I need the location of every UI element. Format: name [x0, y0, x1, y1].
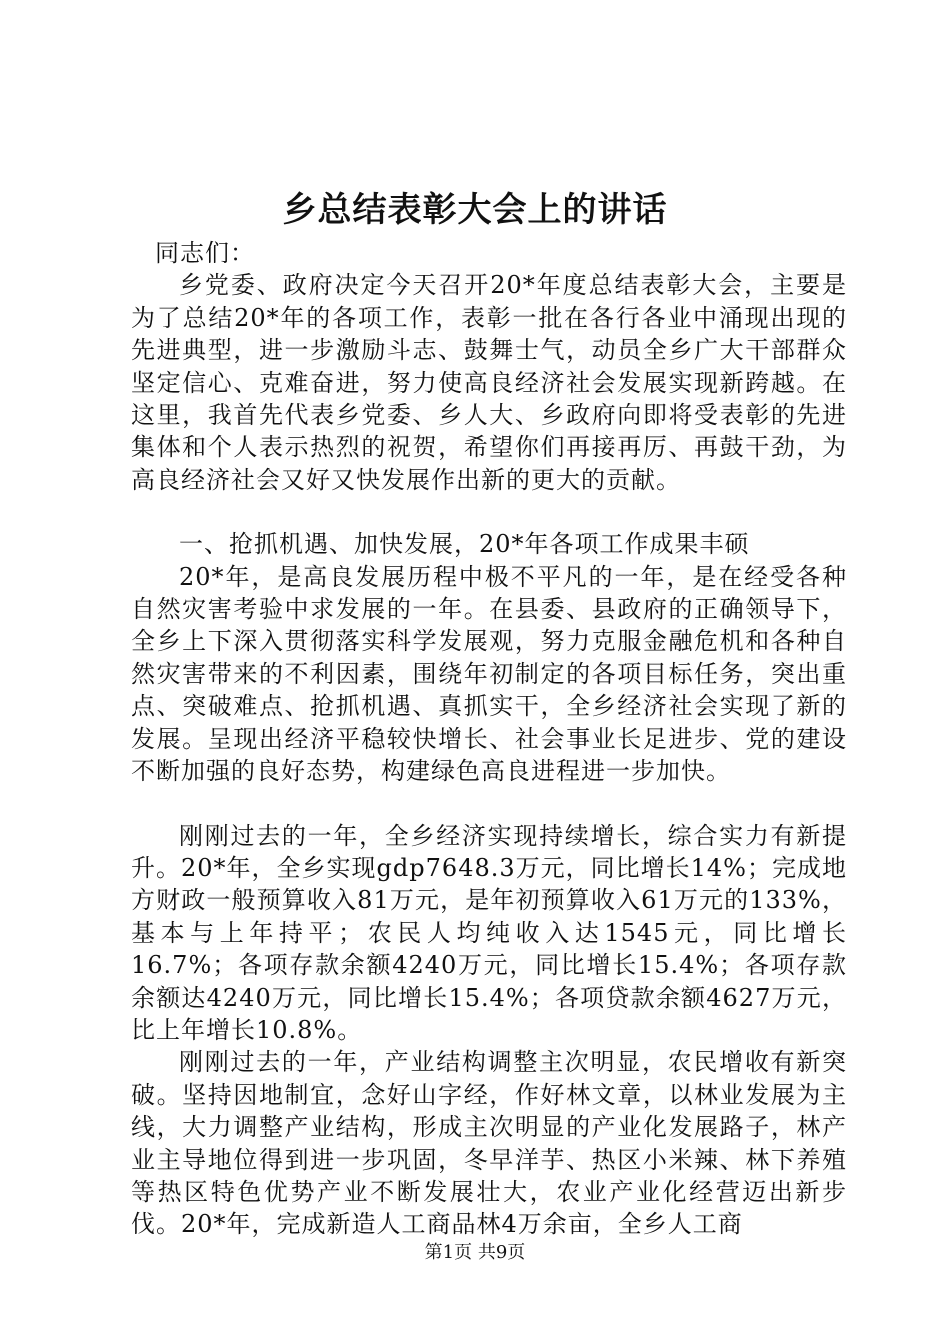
- salutation: 同志们：: [155, 239, 255, 267]
- paragraph-industry: 刚刚过去的一年，产业结构调整主次明显，农民增收有新突破。坚持因地制宜，念好山字经，作好林文章，以林业发展为主线，大力调整产业结构，形成主次明显的产业化发展路子，林产业主导地位得到进一步巩固，冬早洋芋、热区小米辣、林下养殖等热区特色优势产业不断发展壮大，农业产业化经营迈出新步伐。20*年，完成新造人工商品林4万余亩，全乡人工商: [131, 1048, 847, 1239]
- paragraph-overview: 20*年，是高良发展历程中极不平凡的一年，是在经受各种自然灾害考验中求发展的一年。在县委、县政府的正确领导下，全乡上下深入贯彻落实科学发展观，努力克服金融危机和各种自然灾害带来的不利因素，围绕年初制定的各项目标任务，突出重点、突破难点、抢抓机遇、真抓实干，全乡经济社会实现了新的发展。呈现出经济平稳较快增长、社会事业长足进步、党的建设不断加强的良好态势，构建绿色高良进程进一步加快。: [131, 562, 847, 786]
- paragraph-economy: 刚刚过去的一年，全乡经济实现持续增长，综合实力有新提升。20*年，全乡实现gdp7648.3万元，同比增长14%；完成地方财政一般预算收入81万元，是年初预算收入61万元的133%，基本与上年持平；农民人均纯收入达1545元，同比增长16.7%；各项存款余额4240万元，同比增长15.4%；各项存款余额达4240万元，同比增长15.4%；各项贷款余额4627万元，比上年增长10.8%。: [131, 821, 847, 1044]
- section-heading-1: 一、抢抓机遇、加快发展，20*年各项工作成果丰硕: [179, 530, 750, 559]
- document-body: [131, 237, 847, 1241]
- page-footer: 第1页 共9页: [424, 1242, 526, 1263]
- document-title: 乡总结表彰大会上的讲话: [282, 190, 668, 230]
- paragraph-intro: 乡党委、政府决定今天召开20*年度总结表彰大会，主要是为了总结20*年的各项工作，表彰一批在各行各业中涌现出现的先进典型，进一步激励斗志、鼓舞士气，动员全乡广大干部群众坚定信心、克难奋进，努力使高良经济社会发展实现新跨越。在这里，我首先代表乡党委、乡人大、乡政府向即将受表彰的先进集体和个人表示热烈的祝贺，希望你们再接再厉、再鼓干劲，为高良经济社会又好又快发展作出新的更大的贡献。: [131, 271, 847, 494]
